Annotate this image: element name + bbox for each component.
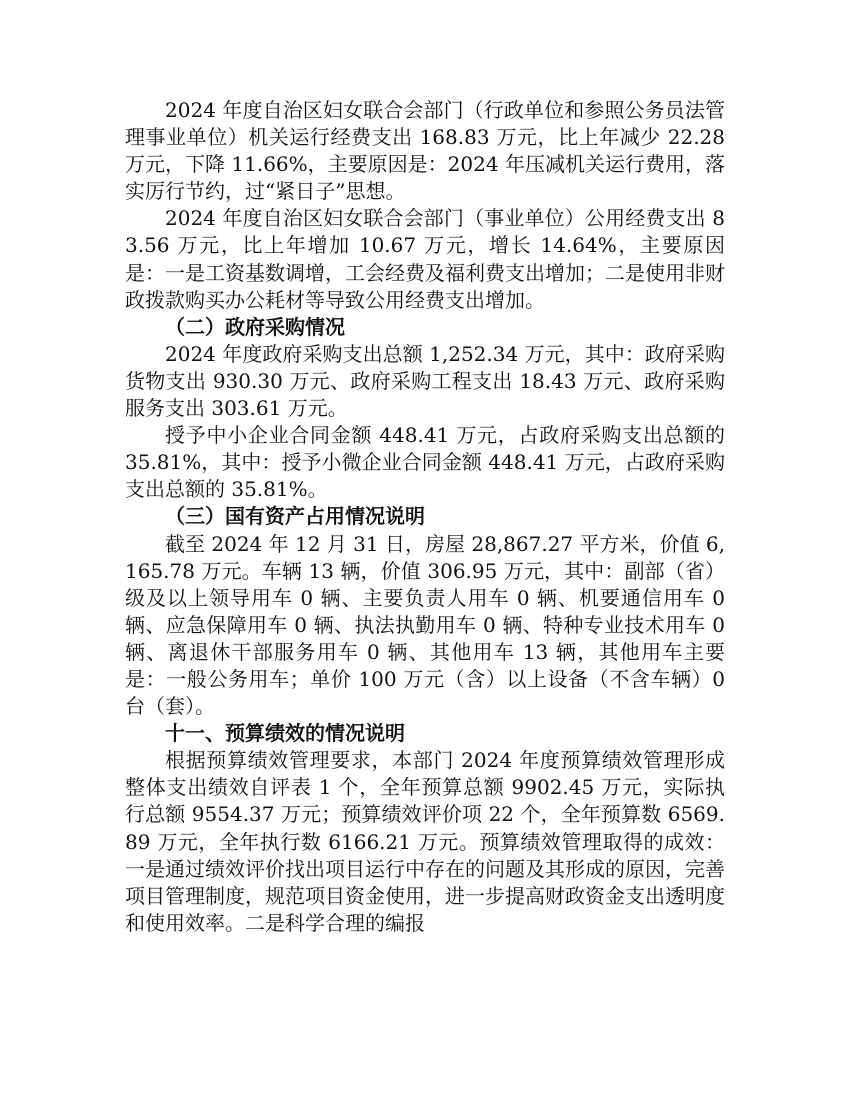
paragraph-state-assets: 截至 2024 年 12 月 31 日，房屋 28,867.27 平方米，价值 6,165.78 万元。车辆 13 辆，价值 306.95 万元，其中：副部（省）级及以上领导用车 0 辆、主要负责人用车 0 辆、机要通信用车 0 辆、应急保障用车 0 辆、执法执勤用车 0 辆、特种专业技术用车 0 辆、离退休干部服务用车 0 辆、其他用车 13 辆，其他用车主要是：一般公务用车；单价 100 万元（含）以上设备（不含车辆）0 台（套）。 (125, 531, 725, 719)
paragraph-procurement-total: 2024 年度政府采购支出总额 1,252.34 万元，其中：政府采购货物支出 930.30 万元、政府采购工程支出 18.43 万元、政府采购服务支出 303.61 万元。 (125, 341, 725, 421)
paragraph-admin-operating-expenses: 2024 年度自治区妇女联合会部门（行政单位和参照公务员法管理事业单位）机关运行经费支出 168.83 万元，比上年减少 22.28 万元，下降 11.66%，主要原因是：2024 年压减机关运行费用，落实厉行节约，过“紧日子”思想。 (125, 98, 725, 204)
section-heading-budget-performance: 十一、预算绩效的情况说明 (165, 721, 405, 746)
section-heading-government-procurement: （二）政府采购情况 (165, 314, 345, 339)
section-heading-state-assets: （三）国有资产占用情况说明 (165, 504, 425, 529)
paragraph-budget-performance: 根据预算绩效管理要求，本部门 2024 年度预算绩效管理形成整体支出绩效自评表 1 个，全年预算总额 9902.45 万元，实际执行总额 9554.37 万元；预算绩效评价项 22 个，全年预算数 6569.89 万元，全年执行数 6166.21 万元。预算绩效管理取得的成效：一是通过绩效评价找出项目运行中存在的问题及其形成的原因，完善项目管理制度，规范项目资金使用，进一步提高财政资金支出透明度和使用效率。二是科学合理的编报 (125, 748, 725, 935)
document-body (125, 97, 725, 937)
paragraph-public-funds-expenses: 2024 年度自治区妇女联合会部门（事业单位）公用经费支出 83.56 万元，比上年增加 10.67 万元，增长 14.64%，主要原因是：一是工资基数调增，工会经费及福利费支出增加；二是使用非财政拨款购买办公耗材等导致公用经费支出增加。 (125, 206, 725, 312)
paragraph-sme-contracts: 授予中小企业合同金额 448.41 万元，占政府采购支出总额的 35.81%，其中：授予小微企业合同金额 448.41 万元，占政府采购支出总额的 35.81%。 (125, 423, 725, 502)
